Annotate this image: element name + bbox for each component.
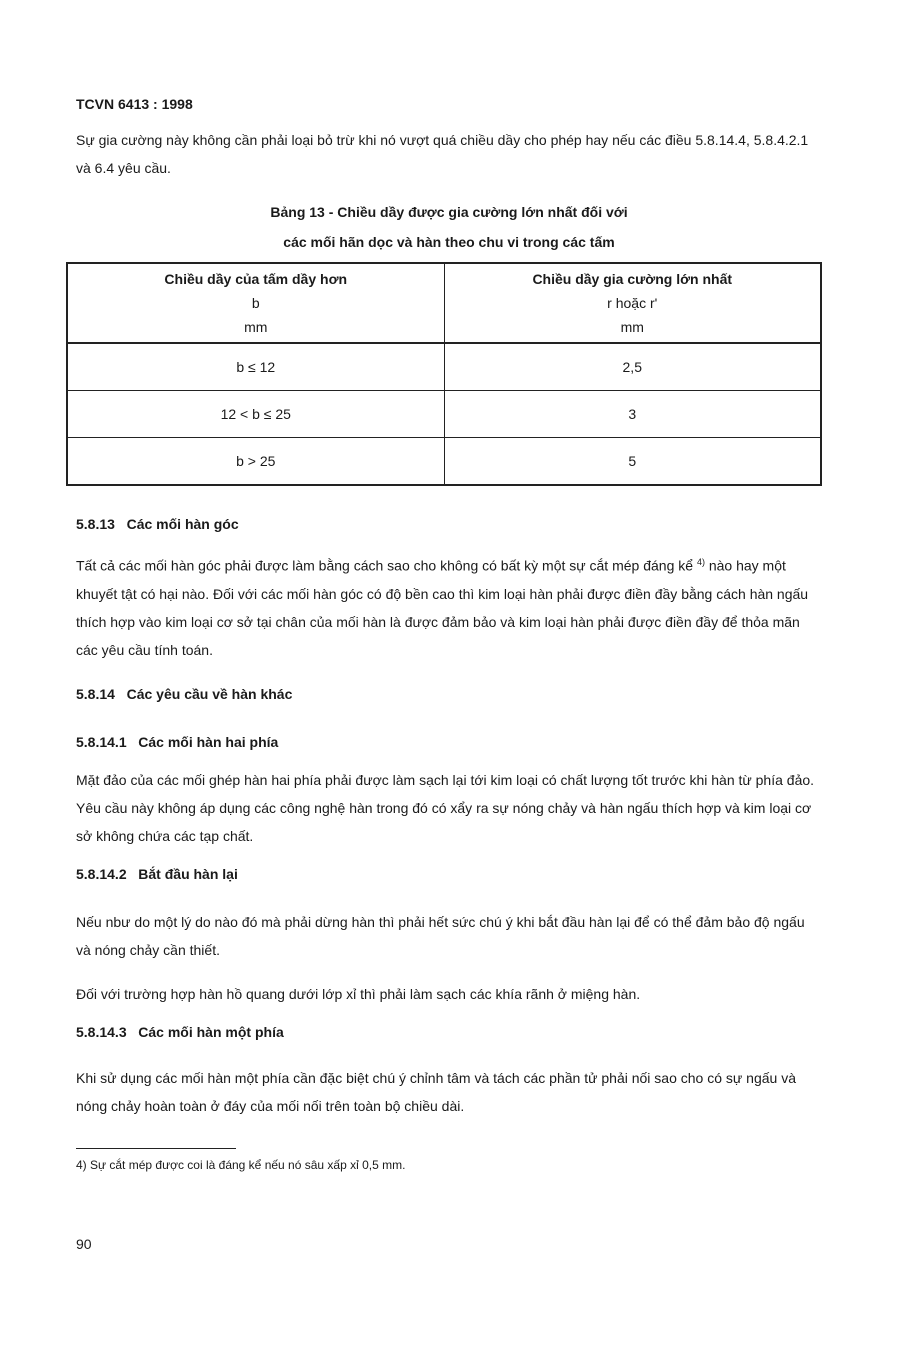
section-heading-5-8-13 [76, 516, 239, 532]
column-symbol: r hoặc r' [607, 295, 658, 311]
restart-weld-paragraph-2: Đối với trường hợp hàn hồ quang dưới lớp xỉ thì phải làm sạch các khía rãnh ở miệng hàn. [76, 986, 641, 1002]
table-cell-range: 12 < b ≤ 25 [67, 391, 444, 437]
section-title: Bắt đầu hàn lại [138, 866, 238, 882]
footnote: 4) Sự cắt mép được coi là đáng kể nếu nó sâu xấp xỉ 0,5 mm. [76, 1158, 406, 1172]
section-title: Các mối hàn góc [126, 516, 239, 532]
section-number: 5.8.14 [76, 686, 115, 702]
section-number: 5.8.14.3 [76, 1024, 127, 1040]
thickness-table [66, 262, 822, 486]
intro-paragraph: Sự gia cường này không cần phải loại bỏ trừ khi nó vượt quá chiều dầy cho phép hay nếu các điều 5.8.14.4, 5.8.4.2.1 và 6.4 yêu cầu. [76, 132, 809, 176]
table-caption-line-2: các mối hãn dọc và hàn theo chu vi trong các tấm [283, 234, 615, 250]
section-title: Các mối hàn một phía [138, 1024, 284, 1040]
column-unit: mm [620, 319, 644, 335]
table-caption-line-1: Bảng 13 - Chiều dầy được gia cường lớn nhất đối với [270, 204, 628, 220]
column-header-reinforcement [444, 263, 821, 343]
section-title: Các yêu cầu về hàn khác [126, 686, 293, 702]
section-number: 5.8.14.1 [76, 734, 127, 750]
section-heading-5-8-14-2 [76, 866, 238, 882]
column-unit: mm [244, 319, 268, 335]
restart-weld-paragraph-1: Nếu nbư do một lý do nào đó mà phải dừng hàn thì phải hết sức chú ý khi bắt đầu hàn lại để có thể đảm bảo độ ngấu và nóng chảy cần thiết. [76, 914, 805, 958]
table-row [67, 343, 821, 391]
table-cell-range: b ≤ 12 [67, 343, 444, 391]
section-number: 5.8.14.2 [76, 866, 127, 882]
footnote-divider [76, 1148, 236, 1149]
table-header-row [67, 263, 821, 343]
column-header-plate-thickness [67, 263, 444, 343]
section-heading-5-8-14-3 [76, 1024, 284, 1040]
section-number: 5.8.13 [76, 516, 115, 532]
column-title: Chiều dầy của tấm dầy hơn [164, 271, 348, 287]
table-row [67, 437, 821, 485]
table-cell-value: 2,5 [444, 343, 821, 391]
double-sided-weld-paragraph: Mặt đảo của các mối ghép hàn hai phía phải được làm sạch lại tới kim loại có chất lượng tốt trước khi hàn từ phía đảo. Yêu cầu này không áp dụng các công nghệ hàn trong đó có xẩy ra sự nóng chảy và hàn ngấu thích hợp và kim loại cơ sở không chứa các tạp chất. [76, 772, 815, 844]
table-cell-value: 3 [444, 391, 821, 437]
document-id-header: TCVN 6413 : 1998 [76, 96, 193, 112]
single-sided-weld-paragraph: Khi sử dụng các mối hàn một phía cần đặc biệt chú ý chỉnh tâm và tách các phần tử phải nối sao cho có sự ngấu và nóng chảy hoàn toàn ở đáy của mối nối trên toàn bộ chiều dài. [76, 1070, 796, 1114]
fillet-weld-paragraph [76, 548, 816, 664]
section-title: Các mối hàn hai phía [138, 734, 279, 750]
column-title: Chiều dầy gia cường lớn nhất [532, 271, 733, 287]
table-row [67, 391, 821, 437]
table-cell-range: b > 25 [67, 437, 444, 485]
column-symbol: b [251, 295, 260, 311]
paragraph-text: Tất cả các mối hàn góc phải được làm bằng cách sao cho không có bất kỳ một sự cắt mép đáng kể [76, 557, 694, 574]
page-number: 90 [76, 1236, 92, 1252]
section-heading-5-8-14 [76, 686, 292, 702]
section-heading-5-8-14-1 [76, 734, 278, 750]
table-cell-value: 5 [444, 437, 821, 485]
footnote-reference: 4) [696, 557, 705, 567]
paragraph-text: nào hay một khuyết tật có hại nào. Đối với các mối hàn góc có độ bền cao thì kim loại hàn phải được điền đầy bằng cách hàn ngấu thích hợp vào kim loại cơ sở tại chân của mối hàn là được đảm bảo và kim loại hàn phải được điền đầy để thỏa mãn các yêu cầu tính toán. [76, 557, 809, 658]
